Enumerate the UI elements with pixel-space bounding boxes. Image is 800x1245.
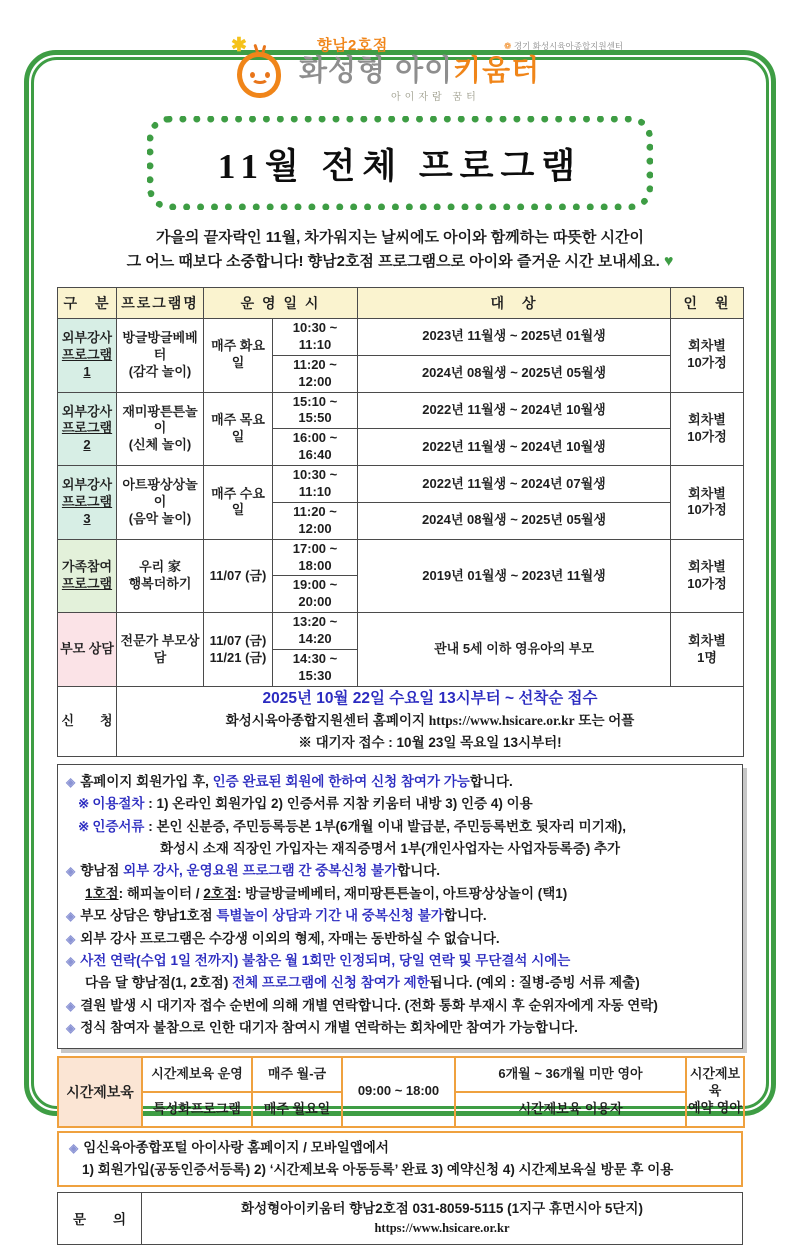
header-schedule: 운 영 일 시 — [204, 288, 358, 319]
swirl-logo-icon: ❁ — [503, 41, 514, 51]
note-text: 외부 강사 프로그램은 수강생 이외의 형제, 자매는 동반하실 수 없습니다. — [80, 930, 500, 946]
note-text: : 방글방글베베터, 재미팡튼튼놀이, 아트팡상상놀이 (택1) — [236, 885, 568, 901]
time-cell: 19:00 ~ 20:00 — [273, 576, 358, 613]
note-line — [64, 771, 734, 793]
day-cell: 매주 수요일 — [204, 466, 273, 540]
note-line — [64, 972, 734, 994]
note-text: 홈페이지 회원가입 후, — [80, 773, 213, 789]
time-cell: 10:30 ~ 11:10 — [273, 319, 358, 356]
note-text: 임신육아종합포털 아이사랑 홈페이지 / 모바일앱에서 — [83, 1139, 389, 1155]
note-text: 결원 발생 시 대기자 접수 순번에 의해 개별 연락합니다. (전화 통화 부재시 후 순위자에게 자동 연락) — [80, 997, 658, 1013]
table-header-row — [58, 288, 744, 319]
capacity-line2: 10가정 — [687, 502, 727, 518]
time-cell: 11:20 ~ 12:00 — [273, 502, 358, 539]
day-cell: 매주 목요일 — [204, 392, 273, 466]
table-row — [58, 392, 744, 429]
apply-waitlist: ※ 대기자 접수 : 10월 23일 목요일 13시부터! — [298, 735, 562, 751]
brand-name-orange: 키움터 — [453, 55, 541, 87]
apply-row — [58, 686, 744, 756]
program-line1: 아트팡상상놀이 — [122, 477, 198, 509]
time-cell: 14:30 ~ 15:30 — [273, 650, 358, 687]
diamond-bullet-icon: ◈ — [66, 931, 76, 946]
note-line — [64, 838, 734, 860]
inquiry-content — [142, 1192, 743, 1244]
category-line2: 프로그램1 — [61, 346, 113, 379]
note-text: 향남점 — [80, 863, 124, 879]
apply-website-prefix: 화성시육아종합지원센터 홈페이지 — [225, 713, 429, 729]
note-line — [64, 860, 734, 882]
day-cell: 매주 화요일 — [204, 319, 273, 393]
program-name-cell — [117, 466, 204, 540]
note-text: 정식 참여자 불참으로 인한 대기자 참여시 개별 연락하는 회차에만 참여가 가능합니다. — [80, 1020, 578, 1036]
note-text: 합니다. — [469, 773, 513, 789]
inquiry-phone-line: 화성형아이키움터 향남2호점 031-8059-5115 (1지구 휴먼시아 5단지) — [241, 1201, 643, 1217]
intro-paragraph — [57, 226, 743, 274]
smile-arc — [251, 72, 269, 84]
note-line — [64, 816, 734, 838]
table-row — [58, 466, 744, 503]
capacity-line1: 회차별 — [688, 485, 726, 501]
category-line1: 외부강사 — [61, 403, 113, 419]
content — [0, 34, 800, 1245]
note-line — [64, 928, 734, 950]
header-capacity: 인 원 — [671, 288, 744, 319]
program-table — [57, 287, 744, 757]
hourly-care-table — [57, 1056, 745, 1128]
capacity-line1: 회차별 — [688, 632, 726, 648]
program-name-cell — [117, 539, 204, 613]
note-line — [64, 950, 734, 972]
diamond-bullet-icon: ◈ — [66, 1021, 76, 1036]
star-bullet-icon: ※ — [78, 796, 90, 812]
category-line1: 외부강사 — [61, 329, 113, 345]
diamond-bullet-icon: ◈ — [69, 1140, 79, 1155]
note-text-underline: 2호점 — [203, 885, 237, 901]
category-cell: 부모 상담 — [58, 613, 117, 687]
program-line1: 우리 家 — [139, 559, 181, 575]
note-line — [67, 1159, 733, 1180]
heart-icon: ♥ — [663, 253, 674, 270]
intro-line2 — [57, 250, 743, 274]
hourly-label-cell: 시간제보육 — [58, 1057, 142, 1127]
time-cell: 11:20 ~ 12:00 — [273, 355, 358, 392]
header-target: 대 상 — [358, 288, 671, 319]
category-cell — [58, 392, 117, 466]
note-text: 부모 상담은 향남1호점 — [80, 908, 217, 924]
smiley-face-icon — [231, 35, 287, 102]
apply-label: 신 청 — [58, 686, 117, 756]
branch-badge: 향남2호점 — [317, 37, 389, 54]
time-cell: 17:00 ~ 18:00 — [273, 539, 358, 576]
note-line — [67, 1137, 733, 1159]
intro-line2-text: 그 어느 때보다 소중합니다! 향남2호점 프로그램으로 아이와 즐거운 시간 보내세요. — [126, 253, 660, 270]
program-line2: (신체 놀이) — [128, 437, 192, 453]
target-cell: 2024년 08월생 ~ 2025년 05월생 — [358, 355, 671, 392]
brand-logo — [231, 34, 623, 106]
category-cell — [58, 539, 117, 613]
time-cell: 13:20 ~ 14:20 — [273, 613, 358, 650]
table-row — [58, 1192, 743, 1244]
note-text: 1) 회원가입(공동인증서등록) 2) ‘시간제보육 아동등록’ 완료 3) 예약신청 4) 시간제보육실 방문 후 이용 — [82, 1161, 674, 1177]
capacity-line1: 회차별 — [688, 338, 726, 354]
category-line1: 외부강사 — [61, 477, 113, 493]
capacity-cell — [671, 539, 744, 613]
header-program: 프로그램명 — [117, 288, 204, 319]
capacity-cell — [671, 613, 744, 687]
brand-name — [299, 55, 540, 87]
note-line — [64, 1017, 734, 1039]
inquiry-table — [57, 1192, 743, 1245]
intro-line1: 가을의 끝자락인 11월, 차가워지는 날씨에도 아이와 함께하는 따뜻한 시간이 — [155, 229, 645, 246]
category-cell — [58, 466, 117, 540]
brand-name-gray: 화성형 아이 — [299, 55, 454, 87]
flyer-page — [0, 34, 800, 1236]
note-text: 다음 달 향남점(1, 2호점) — [85, 975, 233, 991]
capacity-line2: 1명 — [697, 649, 717, 665]
note-text-blue: 특별놀이 상담과 기간 내 중복신청 불가 — [216, 908, 444, 924]
apply-period: 2025년 10월 22일 수요일 13시부터 ~ 선착순 접수 — [262, 690, 598, 708]
note-text: 화성시 소재 직장인 가입자는 재직증명서 1부(개인사업자는 사업자등록증) 추가 — [160, 841, 621, 857]
program-line2: 행복더하기 — [128, 575, 192, 591]
note-text-underline: 1호점 — [85, 885, 119, 901]
program-name-cell — [117, 319, 204, 393]
table-row — [58, 539, 744, 576]
target-cell: 2019년 01월생 ~ 2023년 11월생 — [358, 539, 671, 613]
hourly-program-cell: 특성화프로그램 — [142, 1092, 252, 1127]
note-text: 합니다. — [443, 908, 487, 924]
program-name-cell — [117, 392, 204, 466]
time-cell: 15:10 ~ 15:50 — [273, 392, 358, 429]
inquiry-url[interactable]: https://www.hsicare.or.kr — [374, 1221, 510, 1236]
capacity-line1: 회차별 — [688, 559, 726, 575]
affiliation-text — [504, 40, 623, 52]
target-cell: 2022년 11월생 ~ 2024년 07월생 — [358, 466, 671, 503]
hourly-day-cell: 매주 월-금 — [252, 1057, 342, 1092]
note-text-blue: 이용절차 — [92, 796, 145, 812]
header-category: 구 분 — [58, 288, 117, 319]
note-line — [64, 883, 734, 905]
target-cell: 2024년 08월생 ~ 2025년 05월생 — [358, 502, 671, 539]
apply-website-url[interactable]: https://www.hsicare.or.kr — [428, 713, 575, 729]
program-line2: (음악 놀이) — [128, 510, 192, 526]
brand-tagline: 아이자람 꿈터 — [391, 92, 480, 103]
note-line — [64, 793, 734, 815]
category-line2: 프로그램3 — [61, 493, 113, 526]
flower-star-icon: ✱ — [231, 35, 247, 56]
time-cell: 10:30 ~ 11:10 — [273, 466, 358, 503]
note-text-blue: 인증 완료된 회원에 한하여 신청 참여가 가능 — [212, 773, 470, 789]
note-text: 합니다. — [397, 863, 441, 879]
hourly-target-cell: 6개월 ~ 36개월 미만 영아 — [455, 1057, 686, 1092]
note-line — [64, 905, 734, 927]
hourly-side-line2: 예약 영아 — [688, 1100, 742, 1116]
notes-box — [57, 764, 743, 1049]
note-text-blue: 전체 프로그램에 신청 참여가 제한 — [232, 975, 430, 991]
affiliation-label: 경기 화성시육아종합지원센터 — [513, 41, 623, 51]
hourly-day-cell: 매주 월요일 — [252, 1092, 342, 1127]
category-line1: 가족참여 — [61, 559, 113, 575]
program-line1: 재미팡튼튼놀이 — [122, 403, 198, 436]
capacity-cell — [671, 319, 744, 393]
apply-content — [117, 686, 744, 756]
star-bullet-icon: ※ — [78, 818, 90, 834]
page-title: 11월 전체 프로그램 — [217, 147, 583, 186]
program-name-cell: 전문가 부모상담 — [117, 613, 204, 687]
day-cell — [204, 613, 273, 687]
note-text: : 본인 신분증, 주민등록등본 1부(6개월 이내 발급분, 주민등록번호 뒷자리 미기재), — [144, 818, 627, 834]
day-line2: 11/21 (금) — [209, 649, 267, 665]
target-cell: 2022년 11월생 ~ 2024년 10월생 — [358, 392, 671, 429]
capacity-cell — [671, 466, 744, 540]
target-cell: 2022년 11월생 ~ 2024년 10월생 — [358, 429, 671, 466]
note-text: 됩니다. (예외 : 질병-증빙 서류 제출) — [429, 975, 640, 991]
hourly-target-cell: 시간제보육 이용자 — [455, 1092, 686, 1127]
table-row — [58, 1057, 744, 1092]
capacity-line2: 10가정 — [687, 355, 727, 371]
table-row — [58, 613, 744, 650]
note-line — [64, 995, 734, 1017]
day-line1: 11/07 (금) — [209, 632, 267, 648]
capacity-line2: 10가정 — [687, 428, 727, 444]
diamond-bullet-icon: ◈ — [66, 774, 76, 789]
hourly-side-cell — [686, 1057, 744, 1127]
target-cell: 관내 5세 이하 영유아의 부모 — [358, 613, 671, 687]
hourly-side-line1: 시간제보육 — [689, 1066, 741, 1099]
diamond-bullet-icon: ◈ — [66, 954, 76, 969]
note-text-blue: 인증서류 — [92, 818, 145, 834]
hourly-program-cell: 시간제보육 운영 — [142, 1057, 252, 1092]
note-text-blue: 외부 강사, 운영요원 프로그램 간 중복신청 불가 — [123, 863, 398, 879]
hourly-time-cell: 09:00 ~ 18:00 — [342, 1057, 455, 1127]
day-cell: 11/07 (금) — [204, 539, 273, 613]
apply-website-suffix: 또는 어플 — [574, 713, 635, 729]
hourly-note-box — [57, 1131, 743, 1187]
target-cell: 2023년 11월생 ~ 2025년 01월생 — [358, 319, 671, 356]
inquiry-label: 문 의 — [58, 1192, 142, 1244]
capacity-cell — [671, 392, 744, 466]
capacity-line2: 10가정 — [687, 575, 727, 591]
time-cell: 16:00 ~ 16:40 — [273, 429, 358, 466]
category-line2: 프로그램2 — [61, 420, 113, 453]
diamond-bullet-icon: ◈ — [66, 998, 76, 1013]
diamond-bullet-icon: ◈ — [66, 909, 76, 924]
apply-website-line — [119, 710, 741, 732]
table-row — [58, 319, 744, 356]
note-text-blue: 사전 연락(수업 1일 전까지) 불참은 월 1회만 인정되며, 당일 연락 및 무단결석 시에는 — [80, 953, 571, 969]
category-cell — [58, 319, 117, 393]
title-box — [147, 116, 653, 210]
capacity-line1: 회차별 — [688, 411, 726, 427]
diamond-bullet-icon: ◈ — [66, 864, 76, 879]
note-text: : 해피놀이터 / — [118, 885, 204, 901]
program-line2: (감각 놀이) — [128, 363, 192, 379]
category-line2: 프로그램 — [61, 575, 113, 591]
program-line1: 방글방글베베터 — [122, 329, 198, 362]
note-text: : 1) 온라인 회원가입 2) 인증서류 지참 키움터 내방 3) 인증 4) 이용 — [144, 796, 533, 812]
